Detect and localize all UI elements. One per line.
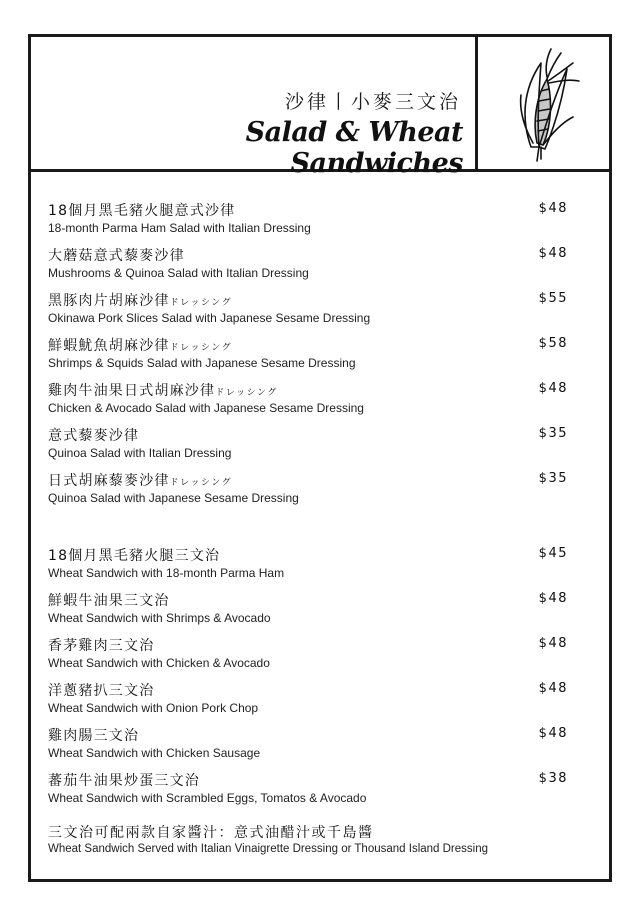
- menu-item: [48, 245, 568, 287]
- item-name-chinese: [48, 335, 232, 355]
- item-price: $45: [538, 546, 568, 561]
- logo-divider: [475, 37, 478, 169]
- item-name-english: Quinoa Salad with Italian Dressing: [48, 446, 232, 460]
- item-name-english: Wheat Sandwich with Chicken Sausage: [48, 746, 261, 760]
- item-name-english: 18-month Parma Ham Salad with Italian Dressing: [48, 221, 311, 235]
- item-price: $58: [538, 336, 568, 351]
- sauce-note-english: Wheat Sandwich Served with Italian Vinaigrette Dressing or Thousand Island Dressing: [48, 843, 489, 855]
- item-name-english: Wheat Sandwich with Shrimps & Avocado: [48, 611, 271, 625]
- item-name-english: Quinoa Salad with Japanese Sesame Dressing: [48, 491, 299, 505]
- item-name-english: Wheat Sandwich with Scrambled Eggs, Tomatos & Avocado: [48, 791, 367, 805]
- item-name-chinese: [48, 290, 232, 310]
- item-name-text: 18個月黑毛豬火腿意式沙律: [48, 203, 236, 219]
- menu-item: [48, 290, 568, 332]
- item-name-english: Mushrooms & Quinoa Salad with Italian Dressing: [48, 266, 309, 280]
- sauce-note-chinese: 三文治可配兩款自家醬汁：意式油醋汁或千島醬: [48, 825, 374, 841]
- menu-item: [48, 725, 568, 767]
- item-name-text: 意式藜麥沙律: [48, 428, 140, 444]
- item-name-chinese: [48, 470, 232, 490]
- item-name-chinese: 香茅雞肉三文治: [48, 638, 155, 654]
- item-price: $55: [538, 291, 568, 306]
- item-name-text: 黑豚肉片胡麻沙律: [48, 293, 170, 309]
- item-name-text: 雞肉牛油果日式胡麻沙律: [48, 383, 216, 399]
- menu-item: [48, 470, 568, 512]
- item-name-chinese: 雞肉腸三文治: [48, 728, 140, 744]
- corn-illustration-icon: [481, 39, 605, 167]
- item-price: $48: [538, 381, 568, 396]
- item-name-text: 鮮蝦魷魚胡麻沙律: [48, 338, 170, 354]
- menu-title-chinese: 沙律丨小麥三文治: [284, 91, 461, 113]
- item-price: $35: [538, 471, 568, 486]
- menu-item: [48, 635, 568, 677]
- item-price: $38: [538, 771, 568, 786]
- item-kana: ドレッシング: [169, 298, 233, 308]
- item-name-english: Shrimps & Squids Salad with Japanese Sesame Dressing: [48, 356, 356, 370]
- item-price: $48: [538, 636, 568, 651]
- menu-item: [48, 380, 568, 422]
- menu-title-english: Salad & Wheat Sandwiches: [245, 117, 463, 179]
- item-price: $48: [538, 201, 568, 216]
- item-name-chinese: [48, 425, 139, 445]
- item-price: $35: [538, 426, 568, 441]
- item-name-chinese: 蕃茄牛油果炒蛋三文治: [48, 773, 200, 789]
- menu-item: [48, 425, 568, 467]
- item-name-chinese: 18個月黑毛豬火腿三文治: [48, 548, 221, 564]
- item-name-english: Chicken & Avocado Salad with Japanese Sesame Dressing: [48, 401, 364, 415]
- item-name-chinese: [48, 245, 185, 265]
- item-kana: ドレッシング: [169, 478, 233, 488]
- item-name-english: Wheat Sandwich with Onion Pork Chop: [48, 701, 259, 715]
- menu-item: [48, 335, 568, 377]
- item-price: $48: [538, 726, 568, 741]
- item-name-english: Wheat Sandwich with 18-month Parma Ham: [48, 566, 285, 580]
- item-kana: ドレッシング: [215, 388, 278, 398]
- menu-item: [48, 770, 568, 812]
- item-kana: ドレッシング: [169, 343, 233, 353]
- menu-item: [48, 545, 568, 587]
- item-price: $48: [538, 681, 568, 696]
- item-name-chinese: [48, 200, 235, 220]
- item-price: $48: [538, 246, 568, 261]
- item-name-chinese: [48, 380, 278, 400]
- item-name-text: 日式胡麻藜麥沙律: [48, 473, 170, 489]
- item-name-text: 大蘑菇意式藜麥沙律: [48, 248, 185, 264]
- item-name-chinese: 洋蔥豬扒三文治: [48, 683, 155, 699]
- menu-item: [48, 680, 568, 722]
- item-name-english: Wheat Sandwich with Chicken & Avocado: [48, 656, 270, 670]
- menu-item: [48, 200, 568, 242]
- menu-item: [48, 590, 568, 632]
- item-name-chinese: 鮮蝦牛油果三文治: [48, 593, 170, 609]
- item-price: $48: [538, 591, 568, 606]
- item-name-english: Okinawa Pork Slices Salad with Japanese Sesame Dressing: [48, 311, 371, 325]
